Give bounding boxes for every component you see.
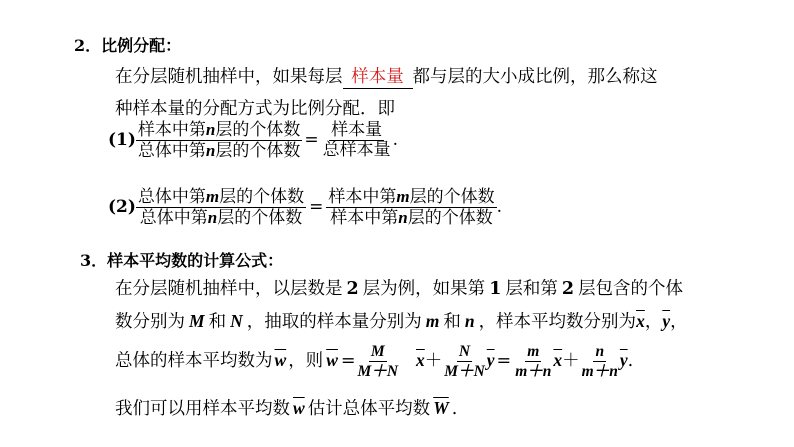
fraction-left [136, 187, 306, 228]
fraction-numerator: 样本中第m层的个体数 [328, 187, 495, 207]
fraction-denominator: 总体中第n层的个体数 [137, 141, 301, 161]
fraction-N-over-MN: $\frac{N}{M+N}$ [444, 343, 485, 380]
formula-1 [108, 120, 398, 161]
section-2-paragraph-line-2 [115, 98, 395, 120]
fraction-numerator: 总体中第m层的个体数 [137, 187, 305, 207]
formula-2 [108, 187, 502, 228]
blank-answer: 样本量 [351, 67, 404, 87]
section-3-heading [80, 248, 283, 271]
equals-sign: = [309, 197, 324, 217]
section-3-paragraph-line-1: 在分层随机抽样中，以层数是 2 层为例，如果第 1 层和第 2 层包含的个体 [115, 279, 684, 299]
equals-sign: = [304, 130, 319, 150]
period: . [392, 130, 399, 150]
text-run: 都与层的大小成比例，那么称这 [412, 67, 658, 87]
section-3-heading-text: 3．样本平均数的计算公式： [80, 251, 284, 270]
section-3-paragraph-line-2: 数分别为 M 和 N ，抽取的样本量分别为 m 和 n ，样本平均数分别为$\overline{x}$，$\overline{y}$， [115, 311, 688, 332]
section-2-paragraph-line-1 [115, 66, 658, 89]
fraction-denominator: 总体中第n层的个体数 [139, 208, 303, 228]
section-3-equation-line: 总体的样本平均数为 $\overline{w}$ ，则 $\overline{w}$ = $\frac{M}{M+N}$ $\overline{x}+$ $\frac{N}{M+N}$ $\overline{y}$ = $\frac{m}{m+n}$ $\overline{x}+$ $\frac{n}{m+n}$ $\overline{y}$. [115, 343, 634, 380]
fraction-denominator: 样本中第n层的个体数 [330, 208, 493, 228]
fraction-numerator: 样本中第n层的个体数 [137, 120, 301, 140]
fraction-right [326, 187, 496, 228]
section-2-heading-text: 2．比例分配： [74, 36, 182, 55]
formula-label: (2) [108, 197, 136, 217]
fraction-n-over-mn: $\frac{n}{m+n}$ [581, 343, 618, 380]
section-3-paragraph-line-4: 我们可以用样本平均数 $\overline{w}$ 估计总体平均数 $\overline{W}$ . [115, 398, 458, 419]
fill-in-blank [343, 66, 413, 89]
fraction-denominator: 总样本量 [322, 140, 391, 160]
fraction-m-over-mn: $\frac{m}{m+n}$ [515, 343, 552, 380]
text-run: 种样本量的分配方式为比例分配．即 [115, 99, 395, 119]
fraction-numerator: 样本量 [331, 120, 383, 140]
fraction-right [321, 121, 393, 160]
formula-label: (1) [108, 130, 136, 150]
section-2-heading [74, 33, 181, 56]
fraction-M-over-MN: $\frac{M}{M+N}$ [357, 343, 399, 380]
period: . [496, 197, 503, 217]
text-run: 在分层随机抽样中，如果每层 [115, 67, 343, 87]
fraction-left [136, 120, 302, 161]
